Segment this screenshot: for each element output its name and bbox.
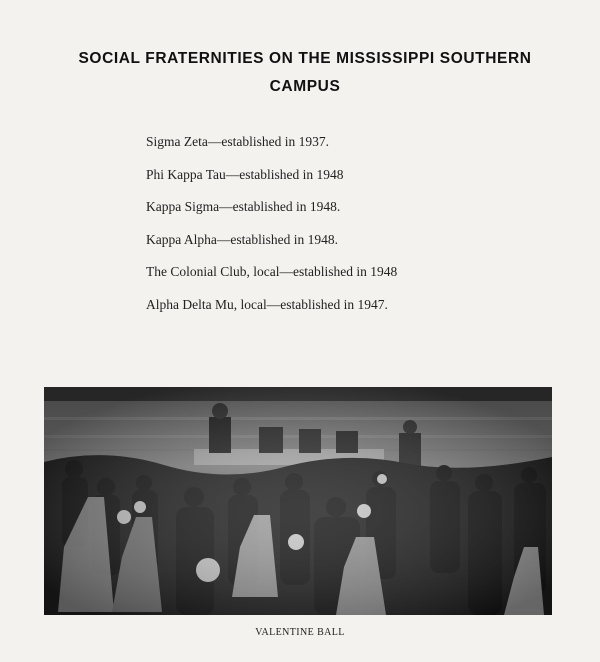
page-title-line-2: CAMPUS: [269, 78, 341, 95]
fraternity-item-alpha-delta-mu: Alpha Delta Mu, local—established in 1947.: [146, 296, 388, 312]
photo-illustration: [44, 387, 552, 615]
valentine-ball-photo: [44, 387, 552, 615]
page-title-line-1: SOCIAL FRATERNITIES ON THE MISSISSIPPI SOUTHERN: [78, 50, 532, 67]
photo-caption: VALENTINE BALL: [255, 627, 345, 638]
fraternity-item-phi-kappa-tau: Phi Kappa Tau—established in 1948: [146, 166, 344, 182]
fraternity-item-kappa-alpha: Kappa Alpha—established in 1948.: [146, 231, 338, 247]
fraternity-list: [146, 132, 546, 328]
fraternity-item-sigma-zeta: Sigma Zeta—established in 1937.: [146, 134, 329, 149]
fraternity-item-kappa-sigma: Kappa Sigma—established in 1948.: [146, 199, 341, 215]
fraternity-item-colonial-club: The Colonial Club, local—established in 1948: [146, 264, 398, 280]
